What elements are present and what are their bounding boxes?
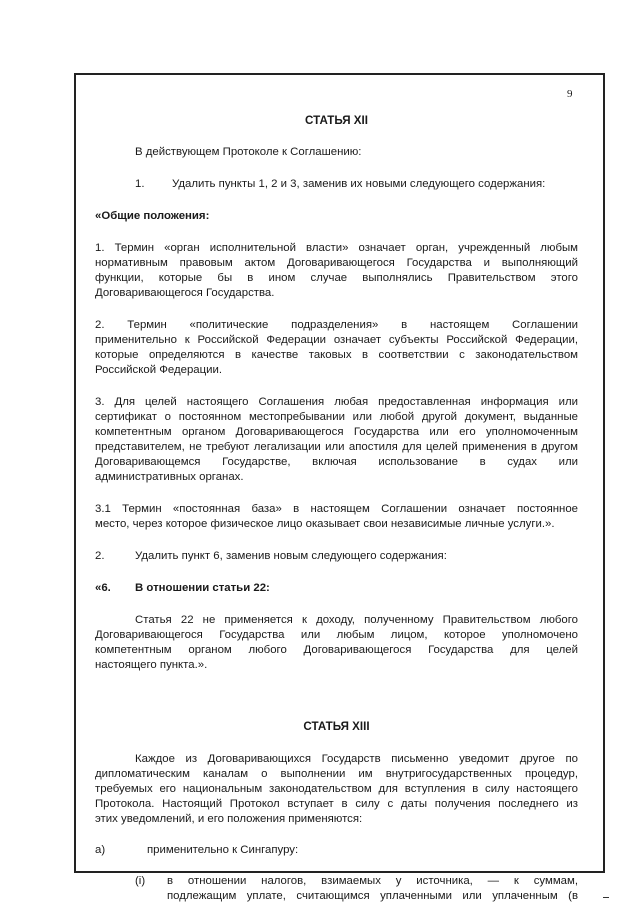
- point-1-text: Удалить пункты 1, 2 и 3, заменив их новыми следующего содержания:: [172, 178, 546, 190]
- point-2-text: Удалить пункт 6, заменив новым следующего содержания:: [135, 550, 447, 562]
- item-a-text: применительно к Сингапуру:: [147, 844, 299, 856]
- section-6-line: Статья 22 не применяется к доходу, полученному Правительством любого: [135, 614, 578, 626]
- sub-item-i-line: подлежащим уплате, считающимся уплаченными или уплаченным (в: [167, 890, 578, 902]
- paragraph-1: [95, 241, 578, 301]
- item-a: [95, 843, 578, 858]
- section-6-text: [95, 613, 578, 673]
- article-13-line: этих уведомлений, и его положения применяются:: [95, 813, 363, 825]
- paragraph-3-1-line: 3.1 Термин «постоянная база» в настоящем Соглашении означает постоянное: [95, 503, 578, 515]
- article-13-line: Каждое из Договаривающихся Государств письменно уведомит другое по: [135, 753, 578, 765]
- paragraph-3-line: 3. Для целей настоящего Соглашения любая предоставленная информация или: [95, 396, 578, 408]
- general-provisions-heading: «Общие положения:: [95, 210, 210, 222]
- paragraph-2-line: Российской Федерации.: [95, 364, 223, 376]
- sub-item-i-line: в отношении налогов, взимаемых у источника, — к суммам,: [167, 875, 578, 887]
- page-number: 9: [567, 88, 573, 100]
- paragraph-3: [95, 395, 578, 485]
- section-6-line: компетентным органом любого Договаривающегося Государства для целей: [95, 644, 578, 656]
- item-a-label: а): [95, 844, 106, 856]
- point-1-number: 1.: [135, 178, 145, 190]
- article-13-text: [95, 752, 578, 827]
- paragraph-3-line: представителем, не требуют легализации или апостиля для целей применения в другом: [95, 441, 578, 453]
- article-12-intro: В действующем Протоколе к Соглашению:: [135, 146, 362, 158]
- article-13-line: дипломатическим каналам о выполнении им внутригосударственных процедур,: [95, 768, 578, 780]
- section-6-number: «6.: [95, 582, 111, 594]
- section-6-line: настоящего пункта.».: [95, 659, 208, 671]
- article-13-title: СТАТЬЯ XIII: [303, 720, 370, 733]
- article-12-title: СТАТЬЯ XII: [305, 114, 368, 127]
- paragraph-2: [95, 318, 578, 378]
- scan-mark: [603, 897, 609, 898]
- sub-item-i-label: (i): [135, 875, 146, 887]
- paragraph-3-line: административных органах.: [95, 471, 244, 483]
- point-1: [95, 177, 578, 192]
- article-13-line: Протокола. Настоящий Протокол вступает в силу с даты получения последнего из: [95, 798, 578, 810]
- paragraph-3-1-line: место, через которое физическое лицо оказывает свои независимые личные услуги.».: [95, 518, 555, 530]
- paragraph-1-line: Договаривающегося Государства.: [95, 287, 275, 299]
- paragraph-2-line: применительно к Российской Федерации означает субъекты Российской Федерации,: [95, 334, 578, 346]
- point-2-number: 2.: [95, 550, 105, 562]
- article-13-line: требуемых его национальным законодательством для вступления в силу настоящего: [95, 783, 578, 795]
- paragraph-3-line: компетентным органом Договаривающегося Государства или его уполномоченным: [95, 426, 578, 438]
- point-2: [95, 549, 578, 564]
- paragraph-1-line: нормативным правовым актом Договаривающегося Государства и выполняющий: [95, 257, 578, 269]
- paragraph-3-line: сертификат о постоянном местопребывании или любой другой документ, выданные: [95, 411, 578, 423]
- paragraph-2-line: 2. Термин «политические подразделения» в настоящем Соглашении: [95, 319, 578, 331]
- section-6-title: В отношении статьи 22:: [135, 582, 270, 594]
- paragraph-3-line: Договаривающемся Государстве, включая использование в судах или: [95, 456, 578, 468]
- document-body: [95, 88, 578, 904]
- paragraph-3-1: [95, 502, 578, 532]
- paragraph-2-line: которые определяются в качестве таковых в соответствии с законодательством: [95, 349, 578, 361]
- sub-item-i: [95, 874, 578, 904]
- paragraph-1-line: функции, которые бы в ином случае выполнялись Правительством этого: [95, 272, 578, 284]
- section-6-heading: [95, 581, 578, 596]
- paragraph-1-line: 1. Термин «орган исполнительной власти» означает орган, учрежденный любым: [95, 242, 578, 254]
- section-6-line: Договаривающегося Государства или любым лицом, которое уполномочено: [95, 629, 578, 641]
